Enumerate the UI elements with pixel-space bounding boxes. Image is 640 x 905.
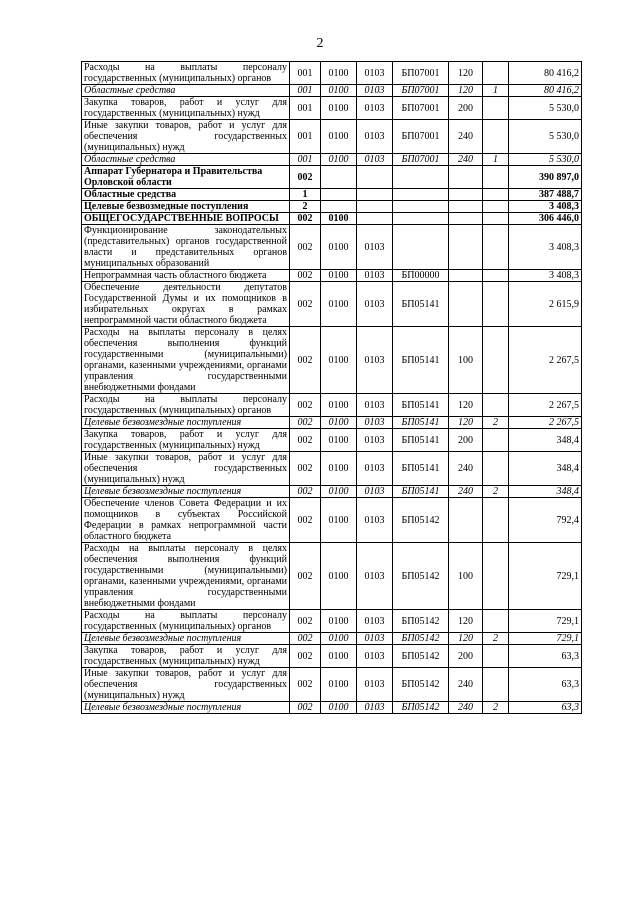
amount-cell: 63,3 — [509, 645, 582, 668]
expense-type-cell: 120 — [449, 85, 483, 97]
section-code-cell: 0100 — [321, 225, 357, 270]
amount-cell: 3 408,3 — [509, 270, 582, 282]
subsection-code-cell: 0103 — [357, 394, 393, 417]
admin-code-cell: 002 — [290, 452, 321, 486]
amount-cell: 306 446,0 — [509, 213, 582, 225]
funding-source-cell — [483, 498, 509, 543]
subsection-code-cell: 0103 — [357, 668, 393, 702]
section-code-cell: 0100 — [321, 633, 357, 645]
admin-code-cell: 001 — [290, 62, 321, 85]
funding-source-cell — [483, 327, 509, 394]
section-code-cell: 0100 — [321, 282, 357, 327]
table-row — [82, 85, 582, 97]
target-article-cell: БП05141 — [393, 429, 449, 452]
target-article-cell: БП00000 — [393, 270, 449, 282]
admin-code-cell: 002 — [290, 394, 321, 417]
table-row — [82, 62, 582, 85]
expense-type-cell: 120 — [449, 62, 483, 85]
subsection-code-cell: 0103 — [357, 702, 393, 714]
funding-source-cell — [483, 120, 509, 154]
target-article-cell: БП05141 — [393, 394, 449, 417]
row-name-cell: Обеспечение членов Совета Федерации и их помощников в субъектах Российской Федерации в рамках непрограммной части областного бюджета — [82, 498, 290, 543]
amount-cell: 348,4 — [509, 452, 582, 486]
funding-source-cell: 2 — [483, 417, 509, 429]
row-name-cell: Областные средства — [82, 189, 290, 201]
section-code-cell: 0100 — [321, 498, 357, 543]
expense-type-cell: 120 — [449, 610, 483, 633]
table-body — [82, 62, 582, 714]
row-name-cell: Областные средства — [82, 85, 290, 97]
section-code-cell: 0100 — [321, 62, 357, 85]
admin-code-cell: 002 — [290, 610, 321, 633]
table-row — [82, 97, 582, 120]
subsection-code-cell: 0103 — [357, 429, 393, 452]
target-article-cell: БП05141 — [393, 282, 449, 327]
expense-type-cell: 200 — [449, 645, 483, 668]
table-row — [82, 120, 582, 154]
table-row — [82, 498, 582, 543]
expense-type-cell: 240 — [449, 154, 483, 166]
amount-cell: 729,1 — [509, 633, 582, 645]
subsection-code-cell: 0103 — [357, 154, 393, 166]
target-article-cell: БП05142 — [393, 702, 449, 714]
row-name-cell: Расходы на выплаты персоналу государственных (муниципальных) органов — [82, 394, 290, 417]
row-name-cell: Иные закупки товаров, работ и услуг для обеспечения государственных (муниципальных) нужд — [82, 120, 290, 154]
admin-code-cell: 002 — [290, 225, 321, 270]
funding-source-cell — [483, 189, 509, 201]
amount-cell: 5 530,0 — [509, 97, 582, 120]
expense-type-cell — [449, 201, 483, 213]
admin-code-cell: 002 — [290, 486, 321, 498]
funding-source-cell — [483, 394, 509, 417]
target-article-cell: БП05141 — [393, 452, 449, 486]
admin-code-cell: 001 — [290, 120, 321, 154]
expense-type-cell: 200 — [449, 97, 483, 120]
row-name-cell: Обеспечение деятельности депутатов Государственной Думы и их помощников в избирательных округах в рамках непрограммной части областного бюджета — [82, 282, 290, 327]
admin-code-cell: 001 — [290, 85, 321, 97]
funding-source-cell: 1 — [483, 85, 509, 97]
expense-type-cell: 120 — [449, 394, 483, 417]
section-code-cell — [321, 189, 357, 201]
funding-source-cell: 2 — [483, 702, 509, 714]
funding-source-cell: 2 — [483, 633, 509, 645]
subsection-code-cell: 0103 — [357, 645, 393, 668]
amount-cell: 63,3 — [509, 668, 582, 702]
admin-code-cell: 002 — [290, 282, 321, 327]
section-code-cell: 0100 — [321, 85, 357, 97]
table-row — [82, 645, 582, 668]
row-name-cell: Иные закупки товаров, работ и услуг для обеспечения государственных (муниципальных) нужд — [82, 452, 290, 486]
funding-source-cell: 1 — [483, 154, 509, 166]
target-article-cell: БП05141 — [393, 327, 449, 394]
table-row — [82, 201, 582, 213]
target-article-cell — [393, 189, 449, 201]
admin-code-cell: 1 — [290, 189, 321, 201]
funding-source-cell — [483, 543, 509, 610]
table-row — [82, 668, 582, 702]
funding-source-cell — [483, 668, 509, 702]
row-name-cell: Расходы на выплаты персоналу в целях обеспечения выполнения функций государственными (муниципальными) органами, казенными учреждениями, органами управления государственными внебюджетными фондами — [82, 327, 290, 394]
section-code-cell: 0100 — [321, 270, 357, 282]
row-name-cell: Расходы на выплаты персоналу государственных (муниципальных) органов — [82, 610, 290, 633]
subsection-code-cell — [357, 201, 393, 213]
table-row — [82, 166, 582, 189]
section-code-cell: 0100 — [321, 417, 357, 429]
row-name-cell: Областные средства — [82, 154, 290, 166]
table-row — [82, 702, 582, 714]
funding-source-cell — [483, 270, 509, 282]
amount-cell: 729,1 — [509, 610, 582, 633]
row-name-cell: Целевые безвозмездные поступления — [82, 486, 290, 498]
target-article-cell: БП05142 — [393, 633, 449, 645]
admin-code-cell: 002 — [290, 543, 321, 610]
section-code-cell: 0100 — [321, 486, 357, 498]
table-row — [82, 225, 582, 270]
section-code-cell: 0100 — [321, 543, 357, 610]
section-code-cell: 0100 — [321, 610, 357, 633]
expense-type-cell: 240 — [449, 120, 483, 154]
funding-source-cell — [483, 610, 509, 633]
funding-source-cell — [483, 225, 509, 270]
table-row — [82, 633, 582, 645]
target-article-cell: БП07001 — [393, 62, 449, 85]
target-article-cell: БП05141 — [393, 417, 449, 429]
funding-source-cell — [483, 429, 509, 452]
admin-code-cell: 002 — [290, 429, 321, 452]
admin-code-cell: 002 — [290, 166, 321, 189]
expense-type-cell: 240 — [449, 668, 483, 702]
admin-code-cell: 001 — [290, 154, 321, 166]
amount-cell: 390 897,0 — [509, 166, 582, 189]
admin-code-cell: 002 — [290, 633, 321, 645]
amount-cell: 2 267,5 — [509, 394, 582, 417]
target-article-cell: БП07001 — [393, 154, 449, 166]
table-row — [82, 189, 582, 201]
admin-code-cell: 002 — [290, 327, 321, 394]
admin-code-cell: 002 — [290, 270, 321, 282]
subsection-code-cell: 0103 — [357, 417, 393, 429]
admin-code-cell: 001 — [290, 97, 321, 120]
section-code-cell: 0100 — [321, 97, 357, 120]
target-article-cell: БП05142 — [393, 610, 449, 633]
subsection-code-cell: 0103 — [357, 452, 393, 486]
expense-type-cell: 120 — [449, 417, 483, 429]
funding-source-cell — [483, 282, 509, 327]
section-code-cell: 0100 — [321, 452, 357, 486]
subsection-code-cell: 0103 — [357, 486, 393, 498]
funding-source-cell — [483, 97, 509, 120]
subsection-code-cell — [357, 166, 393, 189]
expense-type-cell — [449, 498, 483, 543]
row-name-cell: Целевые безвозмездные поступления — [82, 633, 290, 645]
target-article-cell: БП05142 — [393, 498, 449, 543]
amount-cell: 2 615,9 — [509, 282, 582, 327]
expense-type-cell — [449, 213, 483, 225]
section-code-cell — [321, 166, 357, 189]
row-name-cell: ОБЩЕГОСУДАРСТВЕННЫЕ ВОПРОСЫ — [82, 213, 290, 225]
amount-cell: 387 488,7 — [509, 189, 582, 201]
row-name-cell: Закупка товаров, работ и услуг для государственных (муниципальных) нужд — [82, 429, 290, 452]
table-row — [82, 394, 582, 417]
row-name-cell: Целевые безвозмездные поступления — [82, 417, 290, 429]
section-code-cell: 0100 — [321, 394, 357, 417]
admin-code-cell: 002 — [290, 213, 321, 225]
expense-type-cell: 100 — [449, 543, 483, 610]
section-code-cell: 0100 — [321, 645, 357, 668]
admin-code-cell: 002 — [290, 417, 321, 429]
expense-type-cell: 120 — [449, 633, 483, 645]
table-row — [82, 417, 582, 429]
subsection-code-cell: 0103 — [357, 62, 393, 85]
section-code-cell: 0100 — [321, 213, 357, 225]
row-name-cell: Целевые безвозмездные поступления — [82, 702, 290, 714]
funding-source-cell — [483, 645, 509, 668]
target-article-cell: БП07001 — [393, 120, 449, 154]
subsection-code-cell: 0103 — [357, 120, 393, 154]
subsection-code-cell: 0103 — [357, 282, 393, 327]
expense-type-cell — [449, 166, 483, 189]
amount-cell: 729,1 — [509, 543, 582, 610]
target-article-cell: БП05142 — [393, 543, 449, 610]
expense-type-cell: 240 — [449, 452, 483, 486]
admin-code-cell: 002 — [290, 668, 321, 702]
subsection-code-cell: 0103 — [357, 85, 393, 97]
target-article-cell: БП05141 — [393, 486, 449, 498]
expense-type-cell — [449, 225, 483, 270]
subsection-code-cell: 0103 — [357, 97, 393, 120]
funding-source-cell — [483, 62, 509, 85]
funding-source-cell — [483, 201, 509, 213]
table-row — [82, 610, 582, 633]
admin-code-cell: 002 — [290, 645, 321, 668]
admin-code-cell: 2 — [290, 201, 321, 213]
target-article-cell: БП05142 — [393, 645, 449, 668]
subsection-code-cell: 0103 — [357, 225, 393, 270]
subsection-code-cell: 0103 — [357, 543, 393, 610]
section-code-cell: 0100 — [321, 327, 357, 394]
table-row — [82, 452, 582, 486]
section-code-cell: 0100 — [321, 120, 357, 154]
expense-type-cell: 240 — [449, 702, 483, 714]
expense-type-cell — [449, 282, 483, 327]
amount-cell: 2 267,5 — [509, 327, 582, 394]
row-name-cell: Непрограммная часть областного бюджета — [82, 270, 290, 282]
subsection-code-cell: 0103 — [357, 327, 393, 394]
amount-cell: 3 408,3 — [509, 201, 582, 213]
amount-cell: 3 408,3 — [509, 225, 582, 270]
funding-source-cell: 2 — [483, 486, 509, 498]
amount-cell: 80 416,2 — [509, 85, 582, 97]
amount-cell: 792,4 — [509, 498, 582, 543]
row-name-cell: Функционирование законодательных (представительных) органов государственной власти и представительных органов муниципальных образований — [82, 225, 290, 270]
funding-source-cell — [483, 213, 509, 225]
target-article-cell — [393, 166, 449, 189]
section-code-cell — [321, 201, 357, 213]
row-name-cell: Закупка товаров, работ и услуг для государственных (муниципальных) нужд — [82, 645, 290, 668]
table-row — [82, 327, 582, 394]
subsection-code-cell: 0103 — [357, 610, 393, 633]
section-code-cell: 0100 — [321, 702, 357, 714]
subsection-code-cell — [357, 213, 393, 225]
table-row — [82, 429, 582, 452]
row-name-cell: Целевые безвозмедные поступления — [82, 201, 290, 213]
expense-type-cell: 100 — [449, 327, 483, 394]
subsection-code-cell: 0103 — [357, 498, 393, 543]
section-code-cell: 0100 — [321, 429, 357, 452]
target-article-cell: БП07001 — [393, 85, 449, 97]
table-row — [82, 543, 582, 610]
subsection-code-cell — [357, 189, 393, 201]
amount-cell: 348,4 — [509, 429, 582, 452]
table-row — [82, 154, 582, 166]
section-code-cell: 0100 — [321, 668, 357, 702]
row-name-cell: Аппарат Губернатора и Правительства Орловской области — [82, 166, 290, 189]
budget-table — [81, 61, 582, 714]
table-row — [82, 486, 582, 498]
page-number: 2 — [316, 36, 324, 51]
admin-code-cell: 002 — [290, 498, 321, 543]
section-code-cell: 0100 — [321, 154, 357, 166]
table-row — [82, 213, 582, 225]
expense-type-cell — [449, 270, 483, 282]
funding-source-cell — [483, 166, 509, 189]
row-name-cell: Расходы на выплаты персоналу государственных (муниципальных) органов — [82, 62, 290, 85]
amount-cell: 2 267,5 — [509, 417, 582, 429]
amount-cell: 5 530,0 — [509, 120, 582, 154]
row-name-cell: Иные закупки товаров, работ и услуг для обеспечения государственных (муниципальных) нужд — [82, 668, 290, 702]
amount-cell: 63,3 — [509, 702, 582, 714]
row-name-cell: Закупка товаров, работ и услуг для государственных (муниципальных) нужд — [82, 97, 290, 120]
admin-code-cell: 002 — [290, 702, 321, 714]
amount-cell: 348,4 — [509, 486, 582, 498]
target-article-cell — [393, 225, 449, 270]
target-article-cell — [393, 213, 449, 225]
subsection-code-cell: 0103 — [357, 633, 393, 645]
amount-cell: 80 416,2 — [509, 62, 582, 85]
table-row — [82, 282, 582, 327]
table-row — [82, 270, 582, 282]
subsection-code-cell: 0103 — [357, 270, 393, 282]
target-article-cell — [393, 201, 449, 213]
row-name-cell: Расходы на выплаты персоналу в целях обеспечения выполнения функций государственными (муниципальными) органами, казенными учреждениями, органами управления государственными внебюджетными фондами — [82, 543, 290, 610]
expense-type-cell: 240 — [449, 486, 483, 498]
target-article-cell: БП05142 — [393, 668, 449, 702]
expense-type-cell: 200 — [449, 429, 483, 452]
amount-cell: 5 530,0 — [509, 154, 582, 166]
funding-source-cell — [483, 452, 509, 486]
target-article-cell: БП07001 — [393, 97, 449, 120]
expense-type-cell — [449, 189, 483, 201]
